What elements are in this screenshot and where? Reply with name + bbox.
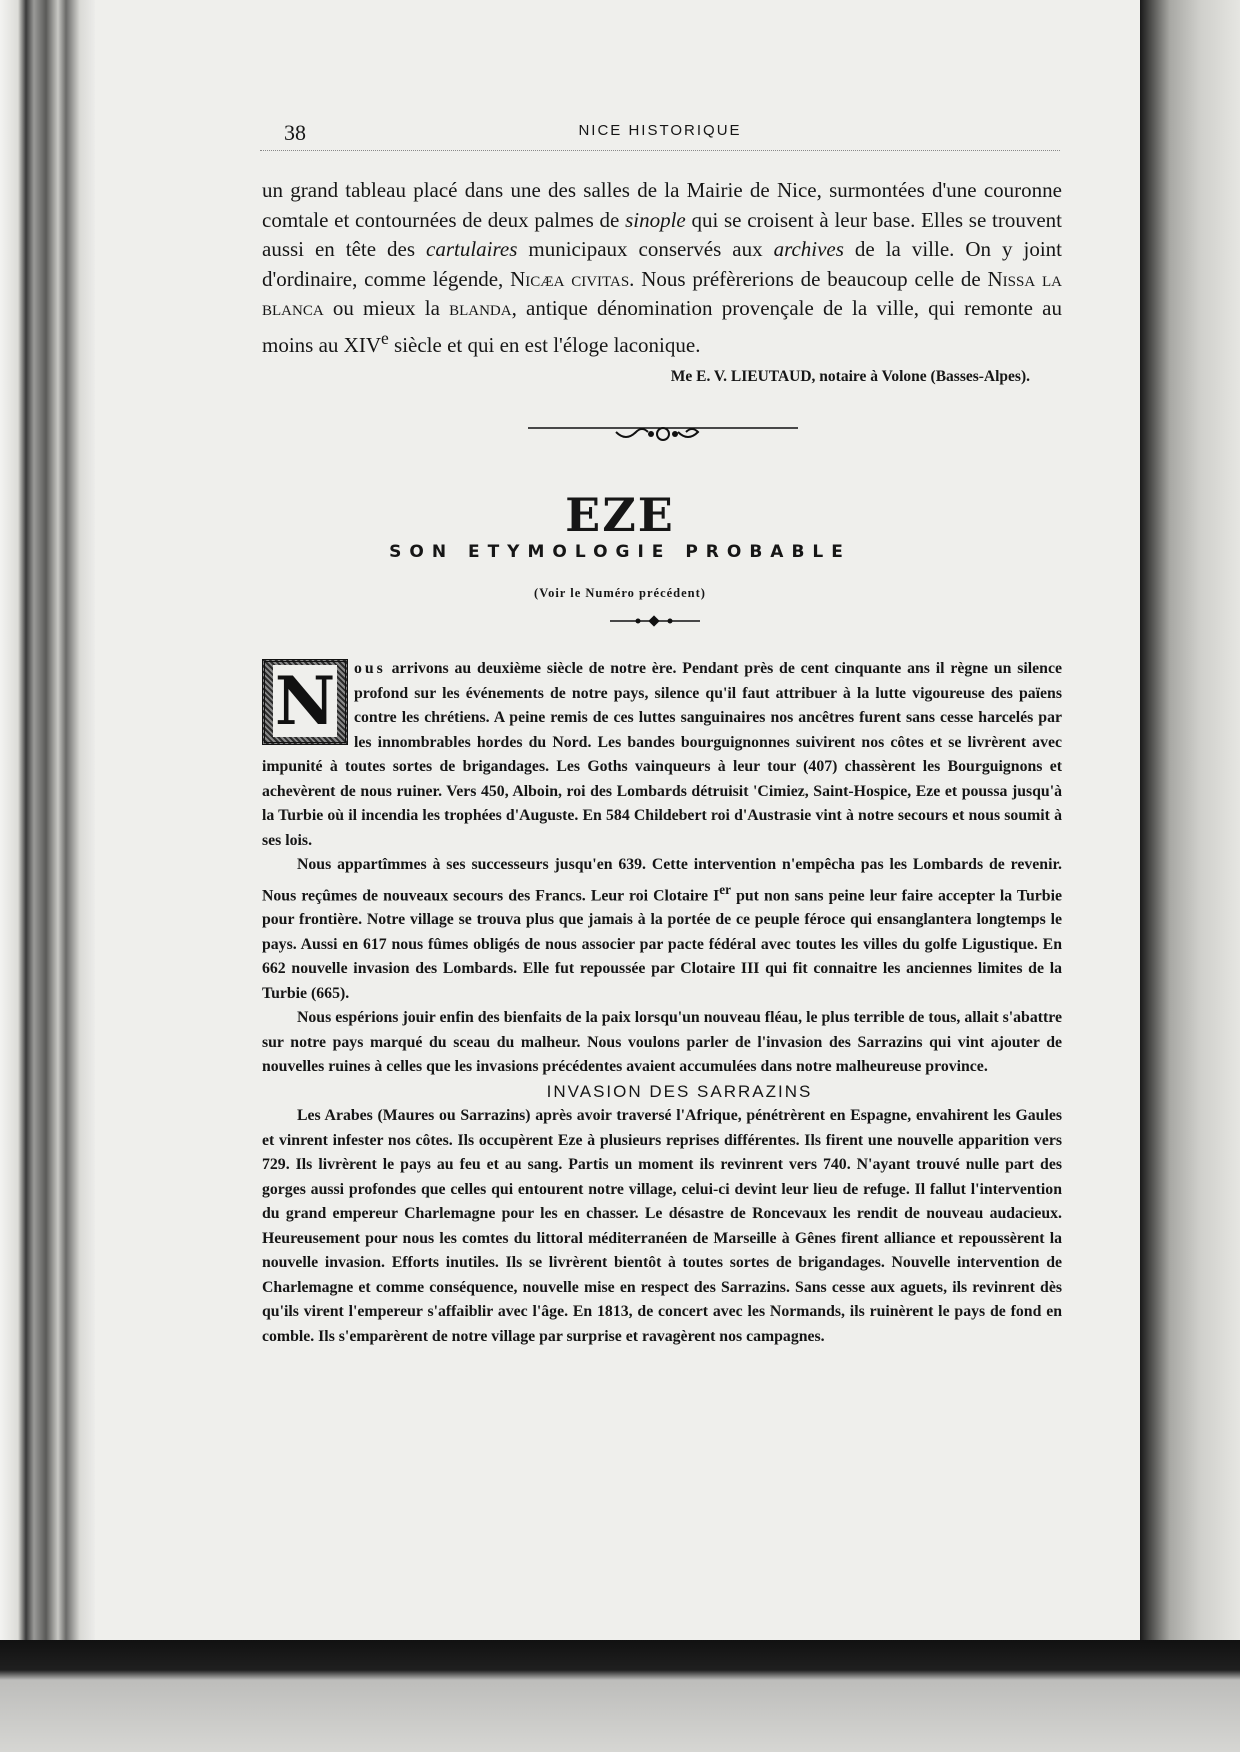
article-title: EZE — [565, 488, 675, 542]
intro-text: municipaux conservés aux — [517, 237, 774, 261]
article-note: (Voir le Numéro précédent) — [534, 586, 706, 600]
intro-text: de la ville. On y joint d'ordinaire, comme légende, — [262, 237, 1062, 291]
book-edge-right — [1140, 0, 1240, 1650]
superscript: er — [719, 881, 731, 897]
lead-word: ous — [354, 660, 386, 677]
intro-text: siècle et qui en est l'éloge laconique. — [388, 332, 701, 357]
intro-smallcaps-blanda: blanda — [449, 296, 512, 320]
intro-text: , antique dénomination provençale de la ville, qui remonte au moins au XIV — [262, 296, 1062, 357]
running-title: NICE HISTORIQUE — [578, 122, 742, 139]
article-body — [262, 657, 1062, 1349]
intro-text: un grand tableau placé dans une des salles de la Mairie de Nice, surmontées d'une couronne comtale et contournées de deux palmes de — [262, 178, 1062, 232]
intro-italic-cartulaires: cartulaires — [426, 237, 518, 261]
article-subtitle: SON ETYMOLOGIE PROBABLE — [389, 542, 851, 562]
intro-smallcaps-nissa: Nissa la blanca — [262, 266, 1062, 320]
paragraph-text: Nous appartîmmes à ses successeurs jusqu'en 639. Cette intervention n'empêcha pas les Lombards de revenir. Nous reçûmes de nouveaux secours des Francs. Leur roi Clotaire I — [262, 856, 1062, 904]
small-ornament-icon — [610, 614, 700, 628]
intro-text: . Nous préfèrerions de beaucoup celle de — [629, 266, 988, 291]
intro-italic-archives: archives — [773, 237, 844, 261]
book-binding-left — [0, 0, 95, 1640]
intro-text: qui se croisent à leur base. Elles se trouvent aussi en tête des — [262, 207, 1062, 261]
intro-smallcaps-nicaea: Nicæa civitas — [510, 266, 630, 291]
intro-italic-sinople: sinople — [625, 207, 686, 232]
scan-bottom-band — [0, 1640, 1240, 1752]
ornament-divider-icon — [528, 422, 798, 444]
dropcap — [262, 659, 348, 745]
paragraph-text: arrivons au deuxième siècle de notre ère. Pendant près de cent cinquante ans il règne un silence profond sur les événements de notre pays, silence qu'il faut attribuer à la lutte vigoureuse des païens contre les chrétiens. A peine remis de ces luttes sanguinaires nos ancêtres furent sans cesse harcelés par les innombrables hordes du Nord. Les bandes bourguignonnes suivirent nos côtes et se livrèrent avec impunité à toutes sortes de brigandages. Les Goths vainqueurs à leur tour (407) chassèrent les Bourguignons et achevèrent de nous ruiner. Vers 450, Alboin, roi des Lombards détruisit 'Cimiez, Saint-Hospice, Eze et poussa jusqu'à la Turbie où il incendia les trophées d'Auguste. En 584 Childebert roi d'Austrasie vint à notre secours et nous soumit à ses lois. — [262, 660, 1062, 849]
page-number: 38 — [284, 120, 306, 145]
article-paragraph — [262, 853, 1062, 1006]
signature: Me E. V. LIEUTAUD, notaire à Volone (Basses-Alpes). — [670, 368, 1030, 385]
article-paragraph: Les Arabes (Maures ou Sarrazins) après avoir traversé l'Afrique, pénétrèrent en Espagne, envahirent les Gaules et vinrent infester nos côtes. Ils occupèrent Eze à plusieurs reprises différentes. Ils firent une nouvelle apparition vers 729. Ils livrèrent le pays au feu et au sang. Partis un moment ils revinrent vers 740. N'ayant trouvé nulle part des gorges aussi profondes que celles qui entourent notre village, celui-ci devint leur lieu de refuge. Il fallut l'intervention du grand empereur Charlemagne pour les en chasser. Le désastre de Roncevaux les rendit de nouveau audacieux. Heureusement pour nous les comtes du littoral méditerranéen de Marseille à Gênes firent alliance et repoussèrent la nouvelle invasion. Efforts inutiles. Ils se livrèrent bientôt à toutes sortes de brigandages. Nouvelle intervention de Charlemagne et comme conséquence, nouvelle mise en respect des Sarrazins. Sans cesse aux aguets, ils revinrent dès qu'ils virent l'empereur s'affaiblir avec l'âge. En 1813, de concert avec les Normands, ils ruinèrent le pays de fond en comble. Ils s'emparèrent de notre village par surprise et ravagèrent nos campagnes. — [262, 1107, 1062, 1345]
running-head — [260, 120, 1060, 151]
intro-paragraph — [262, 176, 1062, 360]
article-paragraph — [262, 657, 1062, 853]
section-heading: INVASION DES SARRAZINS — [546, 1081, 813, 1101]
dropcap-letter: N — [274, 662, 336, 740]
intro-text: ou mieux la — [323, 296, 450, 320]
intro-superscript: e — [381, 327, 389, 348]
paragraph-text: put non sans peine leur faire accepter la Turbie pour frontière. Notre village se trouva plus que jamais à la portée de ce peuple féroce qui ensanglantera longtemps le pays. Aussi en 617 nous fûmes obligés de nous associer par pacte fédéral avec toutes les villes du golfe Ligustique. En 662 nouvelle invasion des Lombards. Elle fut repoussée par Clotaire III qui fit connaitre les anciennes limites de la Turbie (665). — [262, 886, 1062, 1002]
article-paragraph: Nous espérions jouir enfin des bienfaits de la paix lorsqu'un nouveau fléau, le plus terrible de tous, allait s'abattre sur notre pays marqué du sceau du malheur. Nous voulons parler de l'invasion des Sarrazins qui vint ajouter de nouvelles ruines à celles que les invasions précédentes avaient accumulées dans notre malheureuse province. — [262, 1009, 1062, 1076]
